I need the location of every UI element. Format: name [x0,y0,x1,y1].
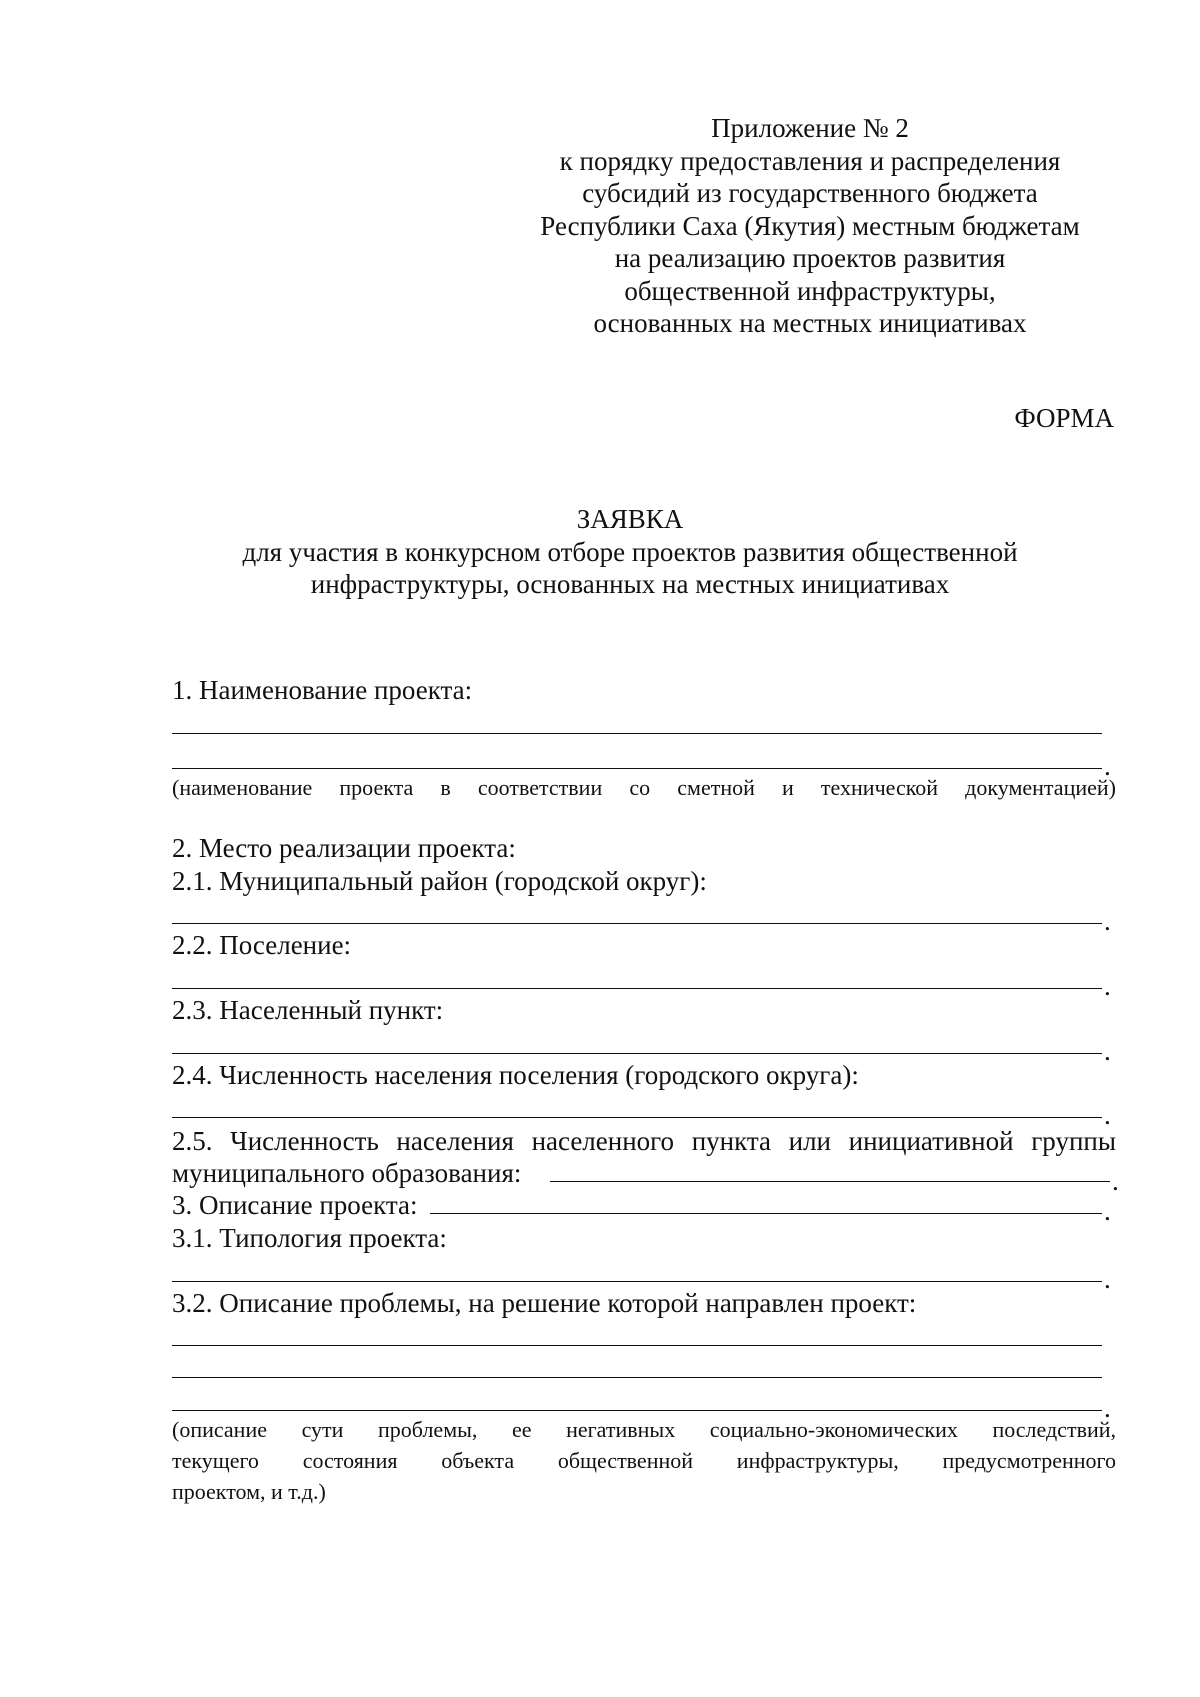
appendix-line: общественной инфраструктуры, [624,275,996,306]
field-3-2-line-1[interactable] [172,1345,1102,1346]
field-2-1-line[interactable] [172,923,1102,924]
period-mark: . [1112,1166,1119,1196]
field-3-2-note [172,1414,1116,1507]
period-mark: . [1104,1100,1111,1130]
field-2-2-label: 2.2. Поселение: [172,930,352,960]
field-1-line-1[interactable] [172,733,1102,734]
title-subtitle-line: инфраструктуры, основанных на местных инициативах [310,569,950,599]
period-mark: . [1104,1036,1111,1066]
field-2-2-line[interactable] [172,988,1102,989]
title-heading: ЗАЯВКА [576,504,684,534]
appendix-line: основанных на местных инициативах [593,308,1027,338]
field-1-label: 1. Наименование проекта: [172,675,473,705]
period-mark: . [1104,971,1111,1001]
appendix-line: субсидий из государственного бюджета [582,178,1038,208]
field-3-line[interactable] [430,1213,1102,1214]
period-mark: . [1104,1264,1111,1294]
document-title [200,503,1060,601]
note-line: проектом, и т.д.) [172,1479,326,1504]
field-1-line-2[interactable] [172,768,1102,769]
period-mark: . [1104,751,1111,781]
title-subtitle-line: для участия в конкурсном отборе проектов развития общественной [242,536,1018,567]
field-2-5-label-line-2: муниципального образования: [172,1158,522,1188]
note-line: текущего состояния объекта общественной инфраструктуры, предусмотренного [172,1448,1116,1473]
field-1-note: (наименование проекта в соответствии со сметной и технической документацией) [172,775,1116,800]
field-3-label: 3. Описание проекта: [172,1190,418,1220]
appendix-line: на реализацию проектов развития [614,243,1006,273]
field-2-label: 2. Место реализации проекта: [172,833,516,863]
field-2-1-label: 2.1. Муниципальный район (городской округ): [172,866,707,896]
period-mark: . [1104,1196,1111,1226]
field-3-1-line[interactable] [172,1281,1102,1282]
period-mark: . [1104,906,1111,936]
note-line: (описание сути проблемы, ее негативных социально-экономических последствий, [172,1417,1116,1442]
field-2-3-line[interactable] [172,1053,1102,1054]
field-3-2-line-3[interactable] [172,1410,1102,1411]
field-2-3-label: 2.3. Населенный пункт: [172,995,444,1025]
appendix-line: Приложение № 2 [711,113,909,143]
appendix-line: к порядку предоставления и распределения [559,145,1061,176]
appendix-header [520,112,1100,340]
appendix-line: Республики Саха (Якутия) местным бюджетам [540,210,1080,241]
field-3-2-line-2[interactable] [172,1377,1102,1378]
field-2-5-line[interactable] [550,1181,1110,1182]
field-2-4-label: 2.4. Численность населения поселения (городского округа): [172,1060,859,1090]
field-2-4-line[interactable] [172,1117,1102,1118]
field-3-1-label: 3.1. Типология проекта: [172,1223,447,1253]
field-2-5-label-line-1: 2.5. Численность населения населенного пункта или инициативной группы [172,1126,1116,1156]
field-3-2-label: 3.2. Описание проблемы, на решение которой направлен проект: [172,1288,917,1318]
form-label: ФОРМА [1014,403,1114,433]
period-mark: . [1104,1393,1111,1423]
